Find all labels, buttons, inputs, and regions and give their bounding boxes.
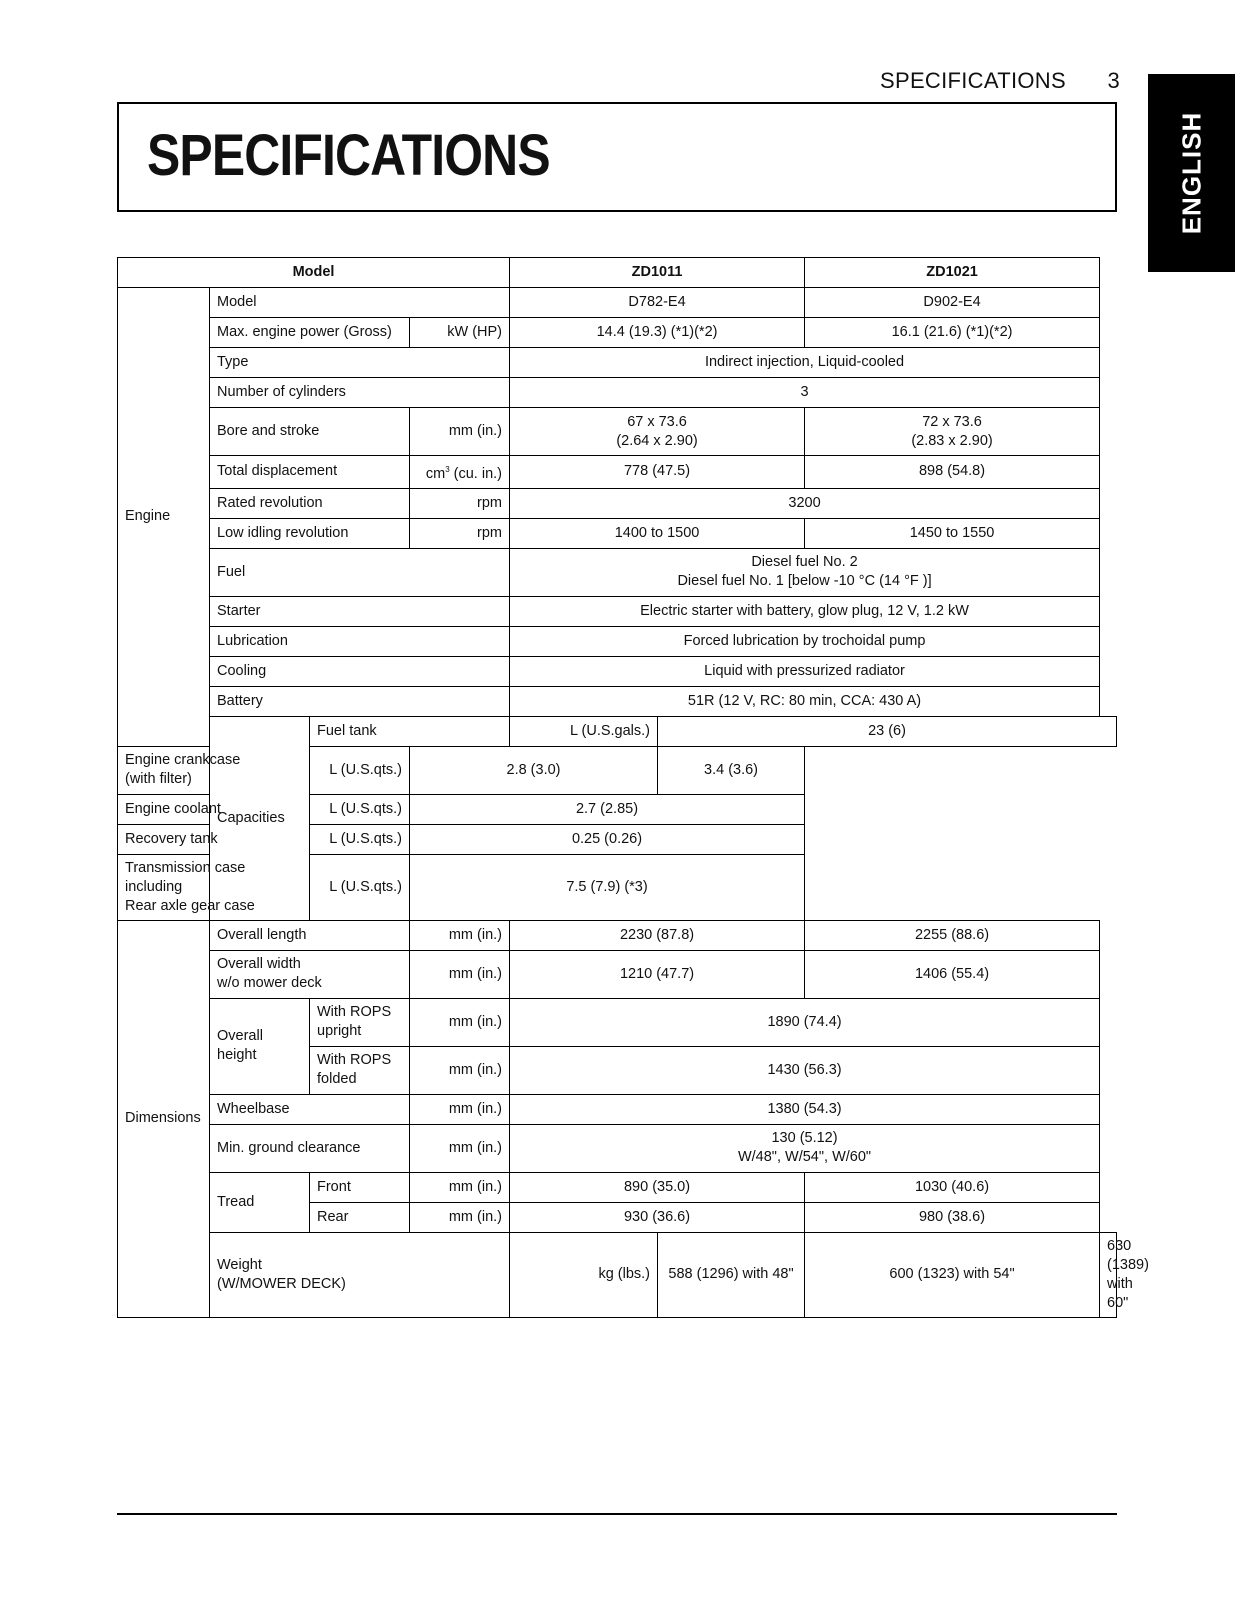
table-row [118,1172,1117,1202]
table-row [118,626,1117,656]
row-label: Fuel tank [310,716,510,746]
page-number: 3 [1107,68,1120,93]
table-row [118,318,1117,348]
footer-rule [117,1513,1117,1515]
cell-value: 588 (1296) with 48" [658,1232,805,1317]
row-label: Max. engine power (Gross) [210,318,410,348]
row-label: Cooling [210,656,510,686]
sub-label: Rear [310,1202,410,1232]
row-unit: mm (in.) [410,1124,510,1172]
row-unit: mm (in.) [410,920,510,950]
row-label [210,998,310,1094]
cell-value: 1450 to 1550 [805,518,1100,548]
row-label: Bore and stroke [210,408,410,456]
row-label: Overall length [210,920,410,950]
row-unit: mm (in.) [410,1172,510,1202]
row-unit: rpm [410,488,510,518]
cell-value: 2230 (87.8) [510,920,805,950]
cell-value: 890 (35.0) [510,1172,805,1202]
cell-value: 1890 (74.4) [510,998,1100,1046]
cell-value: 2.7 (2.85) [410,794,805,824]
table-row [118,656,1117,686]
table-row [118,824,1117,854]
label-line: Weight [217,1256,262,1273]
cell-line: 72 x 73.6 [922,413,982,430]
cell-value: 898 (54.8) [805,456,1100,489]
table-row [118,746,1117,794]
row-unit: mm (in.) [410,1202,510,1232]
label-line: Overall [217,1028,263,1045]
table-row [118,456,1117,489]
title-box [117,102,1117,212]
cell-value: 930 (36.6) [510,1202,805,1232]
row-unit: mm (in.) [410,950,510,998]
cell-line: (2.64 x 2.90) [616,432,698,449]
row-label: Total displacement [210,456,410,489]
unit-base: cm [425,465,446,482]
cell-value: 23 (6) [658,716,1117,746]
cell-line: Diesel fuel No. 1 [below -10 °C (14 °F )] [677,573,932,590]
row-unit: rpm [410,518,510,548]
table-row [118,596,1117,626]
cell-value: 3 [510,378,1100,408]
cell-value: Indirect injection, Liquid-cooled [510,348,1100,378]
cell-value: 778 (47.5) [510,456,805,489]
sub-label [310,998,410,1046]
cell-value: D902-E4 [805,288,1100,318]
table-row [118,950,1117,998]
cell-value [510,1124,1100,1172]
cell-line: 67 x 73.6 [627,413,687,430]
cell-value: Electric starter with battery, glow plug, 12 V, 1.2 kW [510,596,1100,626]
cell-value: 1400 to 1500 [510,518,805,548]
label-line: Overall width [217,956,301,973]
cell-value: 1380 (54.3) [510,1094,1100,1124]
table-header-row [118,258,1117,288]
cell-value: 1030 (40.6) [805,1172,1100,1202]
row-unit: mm (in.) [410,998,510,1046]
cell-value: 2255 (88.6) [805,920,1100,950]
table-row [118,998,1117,1046]
group-engine: Engine [118,288,210,747]
table-row [118,1124,1117,1172]
cell-value: 1406 (55.4) [805,950,1100,998]
row-label: Wheelbase [210,1094,410,1124]
cell-value [510,548,1100,596]
row-label: Battery [210,686,510,716]
cell-value [510,408,805,456]
cell-value: 3200 [510,488,1100,518]
row-unit: kg (lbs.) [510,1232,658,1317]
table-row [118,548,1117,596]
row-label: Rated revolution [210,488,410,518]
cell-value: 600 (1323) with 54" [805,1232,1100,1317]
label-line: upright [317,1023,362,1040]
row-label: Type [210,348,510,378]
label-line: With ROPS [317,1004,392,1021]
row-label [118,854,310,920]
row-unit: L (U.S.qts.) [310,824,410,854]
language-side-tab [1148,74,1235,272]
sub-label: Front [310,1172,410,1202]
label-line: Transmission case including [125,859,246,895]
row-label: Starter [210,596,510,626]
cell-value: 14.4 (19.3) (*1)(*2) [510,318,805,348]
table-row [118,348,1117,378]
unit-rest: (cu. in.) [449,465,503,482]
row-unit: mm (in.) [410,1094,510,1124]
table-row [118,920,1117,950]
label-line: height [217,1047,257,1064]
cell-value [805,408,1100,456]
cell-line: 130 (5.12) [771,1130,838,1147]
cell-line: (2.83 x 2.90) [911,432,993,449]
running-header-title: SPECIFICATIONS [880,68,1066,93]
label-line: folded [317,1071,357,1088]
sub-label [310,1046,410,1094]
row-unit: L (U.S.gals.) [510,716,658,746]
page-title: SPECIFICATIONS [147,123,550,188]
label-line: (with filter) [125,771,192,788]
row-unit: kW (HP) [410,318,510,348]
cell-value: 3.4 (3.6) [658,746,805,794]
row-label: Fuel [210,548,510,596]
group-dimensions: Dimensions [118,920,210,1317]
table-row [118,1094,1117,1124]
table-row [118,854,1117,920]
row-label: Recovery tank [118,824,310,854]
table-row [118,288,1117,318]
row-unit: mm (in.) [410,1046,510,1094]
table-row [118,716,1117,746]
cell-value: 980 (38.6) [805,1202,1100,1232]
header-model: Model [118,258,510,288]
cell-line: Diesel fuel No. 2 [751,554,858,571]
table-row [118,1232,1117,1317]
row-unit: L (U.S.qts.) [310,746,410,794]
cell-value: 51R (12 V, RC: 80 min, CCA: 430 A) [510,686,1100,716]
cell-value: 630 (1389) with 60" [1100,1232,1117,1317]
row-unit: L (U.S.qts.) [310,854,410,920]
row-label: Tread [210,1172,310,1232]
row-label [118,746,310,794]
specifications-table [117,257,1149,1318]
row-label: Engine coolant [118,794,310,824]
row-label: Model [210,288,510,318]
cell-value: 7.5 (7.9) (*3) [410,854,805,920]
label-line: With ROPS [317,1052,392,1069]
label-line: w/o mower deck [217,975,322,992]
cell-value: D782-E4 [510,288,805,318]
header-zd1011: ZD1011 [510,258,805,288]
cell-value: 1210 (47.7) [510,950,805,998]
cell-value: Liquid with pressurized radiator [510,656,1100,686]
cell-value: 2.8 (3.0) [410,746,658,794]
group-capacities: Capacities [210,716,310,920]
row-label [210,950,410,998]
row-unit: mm (in.) [410,408,510,456]
row-label: Low idling revolution [210,518,410,548]
header-zd1021: ZD1021 [805,258,1100,288]
language-label: ENGLISH [1176,111,1206,235]
table-row [118,378,1117,408]
label-line: Engine crankcase [125,752,241,769]
row-label: Number of cylinders [210,378,510,408]
label-line: (W/MOWER DECK) [217,1275,346,1292]
label-line: Rear axle gear case [125,897,255,914]
table-row [118,488,1117,518]
table-row [118,408,1117,456]
row-unit: L (U.S.qts.) [310,794,410,824]
cell-value: 1430 (56.3) [510,1046,1100,1094]
table-row [118,518,1117,548]
running-header [880,68,1120,98]
cell-value: 0.25 (0.26) [410,824,805,854]
unit-superscript: 3 [445,465,450,474]
row-unit [410,456,510,489]
cell-value: Forced lubrication by trochoidal pump [510,626,1100,656]
cell-value: 16.1 (21.6) (*1)(*2) [805,318,1100,348]
row-label: Min. ground clearance [210,1124,410,1172]
table-row [118,686,1117,716]
cell-line: W/48", W/54", W/60" [737,1149,872,1166]
row-label: Lubrication [210,626,510,656]
group-weight [210,1232,510,1317]
